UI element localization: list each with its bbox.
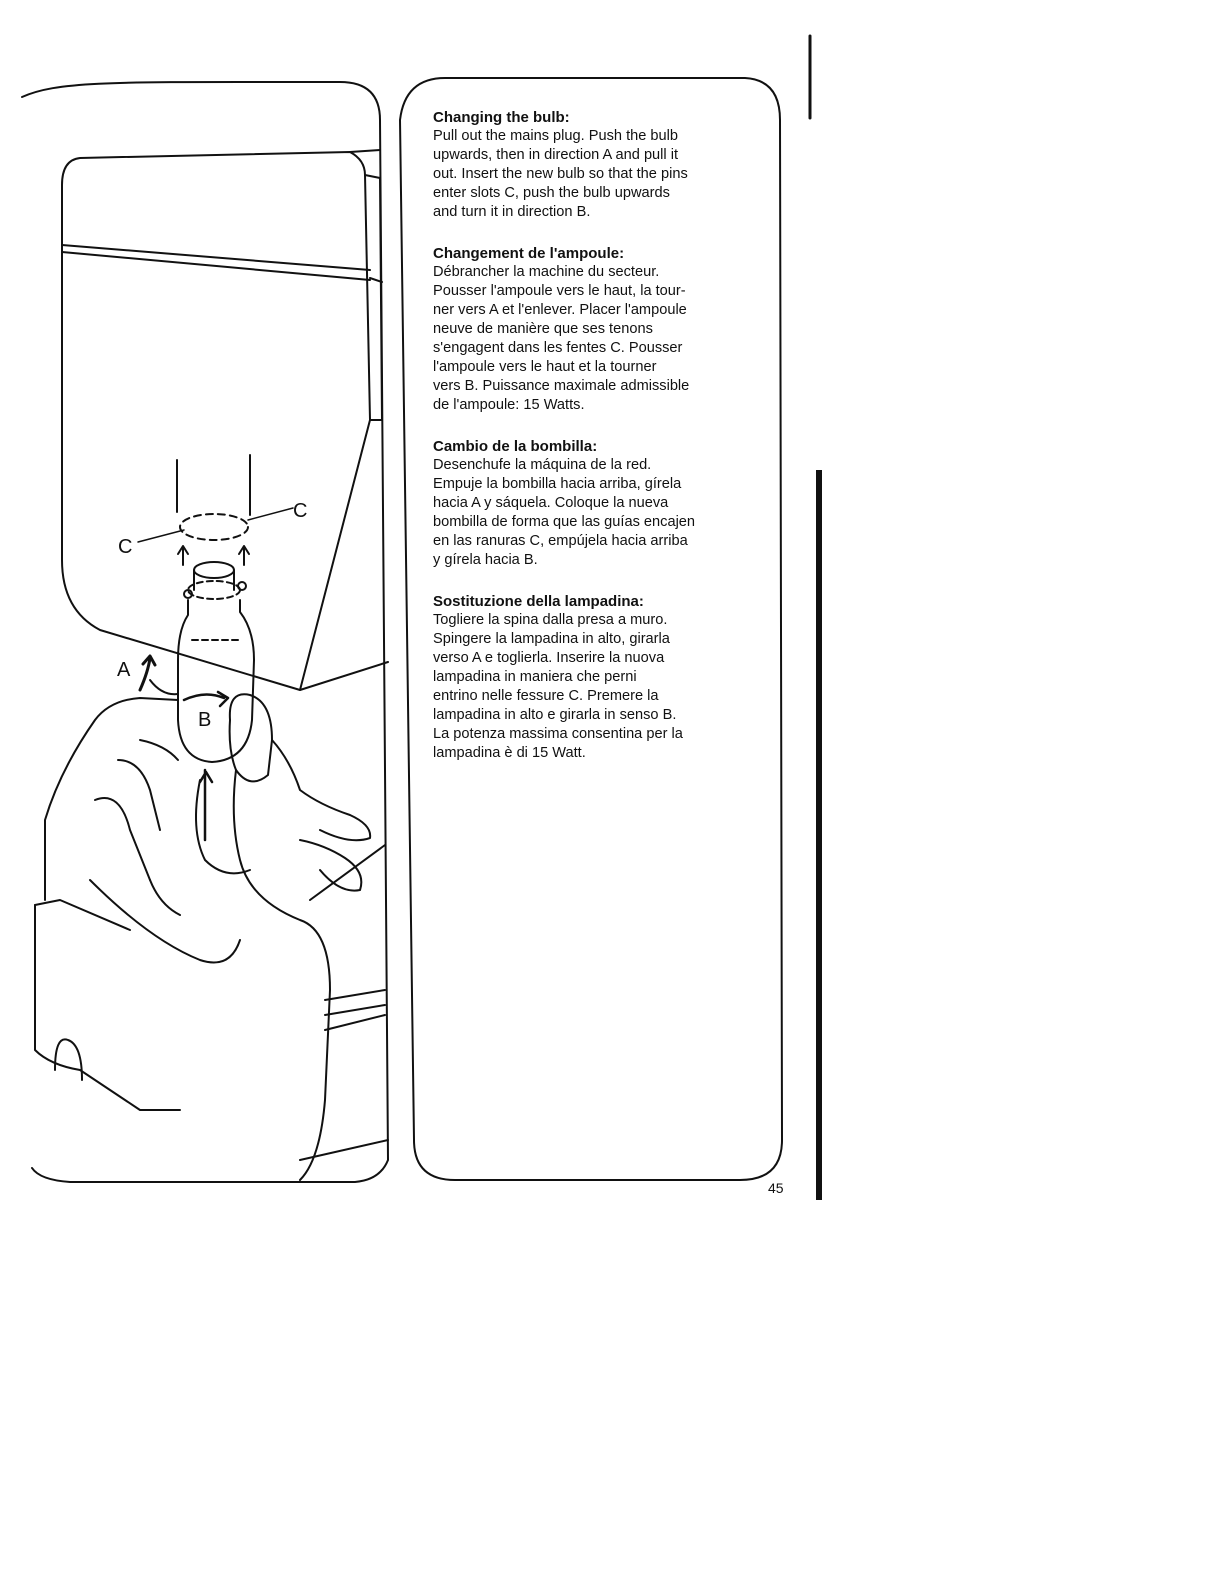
section-spanish <box>433 437 768 570</box>
machine-base <box>35 845 388 1160</box>
label-b: B <box>198 709 212 731</box>
section-body: Desenchufe la máquina de la red. Empuje la bombilla hacia arriba, gírela hacia A y sáquela. Coloque la nueva bombilla de forma que las guías encajen en las ranuras C, empújela hacia arriba y gírela hacia B. <box>433 457 696 568</box>
section-heading: Changement de l'ampoule: <box>433 245 625 262</box>
section-heading: Cambio de la bombilla: <box>433 438 598 455</box>
binding-edge <box>810 36 822 1200</box>
bulb-socket <box>138 455 293 565</box>
section-heading: Changing the bulb: <box>433 109 570 126</box>
page-number: 45 <box>768 1180 784 1196</box>
label-c-right: C <box>293 500 308 522</box>
section-english <box>433 108 768 222</box>
section-body: Togliere la spina dalla presa a muro. Spingere la lampadina in alto, girarla verso A e toglierla. Inserire la nuova lampadina in maniera che perni entrino nelle fessure C. Premere la lampadina in alto e girarla in senso B. La potenza massima consentina per la lampadina è di 15 Watt. <box>433 612 683 761</box>
machine-housing <box>62 150 388 690</box>
section-heading: Sostituzione della lampadina: <box>433 593 644 610</box>
section-body: Débrancher la machine du secteur. Pousser l'ampoule vers le haut, la tour- ner vers A et l'enlever. Placer l'ampoule neuve de manière que ses tenons s'engagent dans les fentes C. Pousser l'ampoule vers le haut et la tourner vers B. Puissance maximale admissible de l'ampoule: 15 Watts. <box>433 264 690 413</box>
label-a: A <box>117 659 131 681</box>
section-italian <box>433 592 768 763</box>
light-bulb <box>140 562 254 762</box>
label-c-left: C <box>118 536 133 558</box>
hand <box>45 694 370 1180</box>
section-french <box>433 244 768 415</box>
section-body: Pull out the mains plug. Push the bulb upwards, then in direction A and pull it out. Insert the new bulb so that the pins enter slots C, push the bulb upwards and turn it in direction B. <box>433 128 688 220</box>
instructions-panel <box>433 108 768 785</box>
